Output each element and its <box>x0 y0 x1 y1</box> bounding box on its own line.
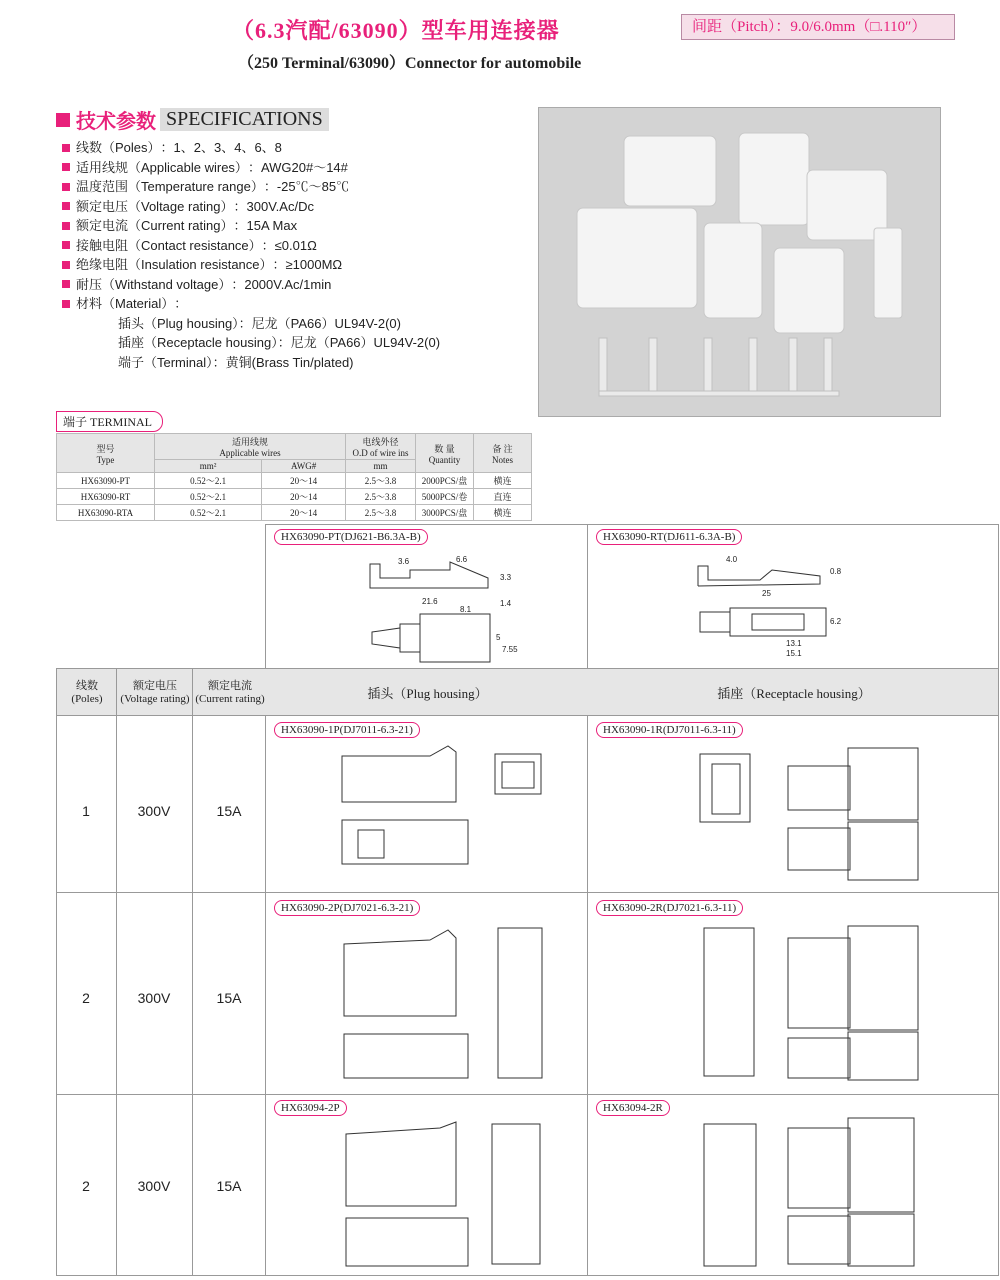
rt-terminal-drawing <box>690 552 850 664</box>
row3-current: 15A <box>216 1178 242 1194</box>
row3-receptacle-tag: HX63094-2R <box>596 1100 670 1116</box>
material-item: 插座（Receptacle housing）：尼龙（PA66）UL94V-2(0) <box>118 335 441 350</box>
row3-poles: 2 <box>82 1178 90 1194</box>
pt-dim-label: 3.3 <box>500 573 512 582</box>
material-item: 插头（Plug housing）：尼龙（PA66）UL94V-2(0) <box>118 315 401 331</box>
terminal-table: 型号 Type 适用线规 Applicable wires 电线外径 O.D of wire ins 数 量 Quantity 备 注 Notes mm² AWG# mm HX63090-PT 0.52～2.1 20～14 2.5～3.8 2000PCS/盘 横连 HX63090-RT 0.52～2.1 20～14 2.5～3.8 5000PCS/卷 直连 HX63090-RTA 0.52～2.1 20～14 2.5～3.8 3000PCS/盘 横连 <box>56 433 532 521</box>
row1-receptacle-drawing <box>660 738 990 888</box>
bullet-icon <box>62 183 70 191</box>
row3-receptacle-drawing <box>660 1116 990 1276</box>
grid-header-row: 线数 (Poles) 额定电压 (Voltage rating) 额定电流 (Current rating) 插头（Plug housing） 插座（Receptacle housing） <box>56 668 999 716</box>
row2-receptacle-tag: HX63090-2R(DJ7021-6.3-11) <box>596 900 743 916</box>
spec-item: 线数（Poles） ：1、2、3、4、6、8 <box>62 138 440 158</box>
spec-item: 适用线规（Applicable wires） ：AWG20#～14# <box>62 158 440 178</box>
row2-current: 15A <box>216 990 242 1006</box>
row1-plug-tag: HX63090-1P(DJ7011-6.3-21) <box>274 722 420 738</box>
bullet-icon <box>62 261 70 269</box>
bullet-icon <box>62 241 70 249</box>
spec-item: 额定电流（Current rating） ：15A Max <box>62 216 440 236</box>
pt-dim-label: 3.6 <box>398 557 410 566</box>
row1-current: 15A <box>216 803 242 819</box>
product-photo <box>538 107 941 417</box>
row3-plug-tag: HX63094-2P <box>274 1100 347 1116</box>
bullet-icon <box>62 163 70 171</box>
row2-voltage: 300V <box>137 990 171 1006</box>
bullet-icon <box>62 222 70 230</box>
rt-dim-label: 25 <box>762 589 771 598</box>
pt-dim-label: 5 <box>496 633 501 642</box>
spec-item: 额定电压（Voltage rating） ：300V.Ac/Dc <box>62 197 440 217</box>
bullet-icon <box>62 202 70 210</box>
rt-dim-label: 13.1 <box>786 639 802 648</box>
table-row: HX63090-PT 0.52～2.1 20～14 2.5～3.8 2000PCS/盘 横连 <box>57 473 532 489</box>
rt-dim-label: 0.8 <box>830 567 842 576</box>
pt-dim-label: 8.1 <box>460 605 472 614</box>
rt-dim-label: 4.0 <box>726 555 738 564</box>
row2-plug-drawing <box>330 916 580 1086</box>
pitch-box <box>681 14 955 40</box>
pt-drawing-tag: HX63090-PT(DJ621-B6.3A-B) <box>274 529 428 545</box>
row1-receptacle-tag: HX63090-1R(DJ7011-6.3-11) <box>596 722 743 738</box>
rt-dim-label: 15.1 <box>786 649 802 658</box>
pitch-value: 9.0/6.0mm（□.110″） <box>790 19 927 35</box>
pt-dim-label: 7.55 <box>502 645 518 654</box>
spec-heading <box>56 105 329 134</box>
row3-voltage: 300V <box>137 1178 171 1194</box>
spec-heading-cn: 技术参数 <box>76 111 156 133</box>
bullet-icon <box>62 300 70 308</box>
spec-item: 材料（Material） ： <box>62 294 440 314</box>
table-row: HX63090-RTA 0.52～2.1 20～14 2.5～3.8 3000PCS/盘 横连 <box>57 505 532 521</box>
terminal-tag: 端子 TERMINAL <box>56 411 163 432</box>
spec-heading-en: SPECIFICATIONS <box>160 108 329 131</box>
bullet-icon <box>62 144 70 152</box>
row1-voltage: 300V <box>137 803 171 819</box>
page-subtitle: （250 Terminal/63090）Connector for automobile <box>238 55 582 72</box>
material-item: 端子（Terminal）：黄铜(Brass Tin/plated) <box>118 354 354 370</box>
spec-list <box>62 138 440 372</box>
bullet-icon <box>62 280 70 288</box>
pt-dim-label: 21.6 <box>422 597 438 606</box>
pitch-label: 间距（Pitch）： <box>692 19 791 35</box>
pt-dim-label: 1.4 <box>500 599 512 608</box>
rt-dim-label: 6.2 <box>830 617 842 626</box>
spec-item: 温度范围（Temperature range） ：-25℃～85℃ <box>62 177 440 197</box>
page-title: （6.3汽配/63090）型车用连接器 <box>232 18 560 43</box>
row3-plug-drawing <box>330 1116 580 1276</box>
pt-dim-label: 6.6 <box>456 555 468 564</box>
table-row: HX63090-RT 0.52～2.1 20～14 2.5～3.8 5000PCS/卷 直连 <box>57 489 532 505</box>
pt-terminal-drawing <box>360 552 520 664</box>
square-bullet-icon <box>56 113 70 127</box>
row2-plug-tag: HX63090-2P(DJ7021-6.3-21) <box>274 900 420 916</box>
row1-plug-drawing <box>330 738 580 888</box>
spec-item: 接触电阻（Contact resistance） ：≤0.01Ω <box>62 236 440 256</box>
row1-poles: 1 <box>82 803 90 819</box>
rt-drawing-tag: HX63090-RT(DJ611-6.3A-B) <box>596 529 742 545</box>
row2-poles: 2 <box>82 990 90 1006</box>
row2-receptacle-drawing <box>660 916 990 1086</box>
spec-item: 耐压（Withstand voltage） ：2000V.Ac/1min <box>62 275 440 295</box>
spec-item: 绝缘电阻（Insulation resistance） ：≥1000MΩ <box>62 255 440 275</box>
